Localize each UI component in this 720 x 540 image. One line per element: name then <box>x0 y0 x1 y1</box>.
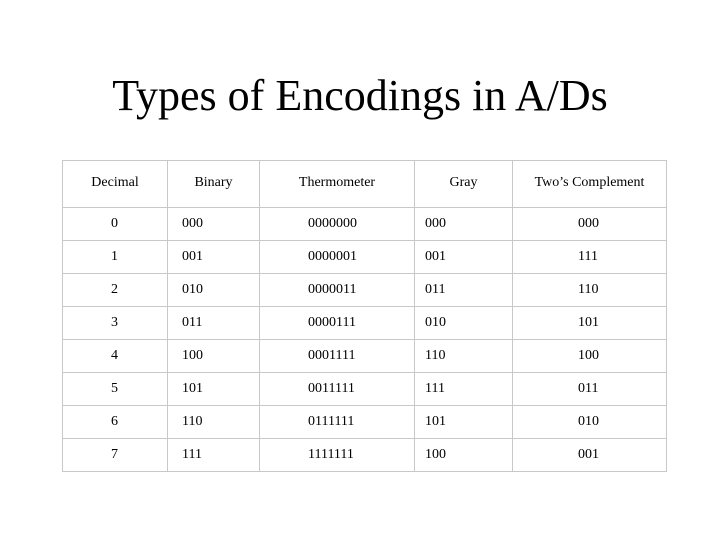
cell-gray: 000 <box>415 208 513 241</box>
cell-gray: 100 <box>415 439 513 472</box>
cell-decimal: 4 <box>63 340 168 373</box>
cell-gray: 101 <box>415 406 513 439</box>
header-decimal: Decimal <box>63 161 168 208</box>
table-row <box>63 307 667 340</box>
table-row <box>63 340 667 373</box>
cell-twos-complement: 000 <box>513 208 667 241</box>
cell-twos-complement: 001 <box>513 439 667 472</box>
table-row <box>63 208 667 241</box>
header-thermometer: Thermometer <box>260 161 415 208</box>
encodings-table <box>62 160 667 472</box>
cell-gray: 111 <box>415 373 513 406</box>
cell-decimal: 6 <box>63 406 168 439</box>
cell-twos-complement: 100 <box>513 340 667 373</box>
cell-binary: 010 <box>168 274 260 307</box>
cell-decimal: 2 <box>63 274 168 307</box>
table-header-row <box>63 161 667 208</box>
cell-thermometer: 0111111 <box>260 406 415 439</box>
cell-twos-complement: 101 <box>513 307 667 340</box>
cell-thermometer: 0001111 <box>260 340 415 373</box>
table-row <box>63 241 667 274</box>
cell-binary: 110 <box>168 406 260 439</box>
cell-thermometer: 1111111 <box>260 439 415 472</box>
cell-binary: 000 <box>168 208 260 241</box>
cell-thermometer: 0000001 <box>260 241 415 274</box>
cell-binary: 111 <box>168 439 260 472</box>
cell-gray: 001 <box>415 241 513 274</box>
cell-twos-complement: 011 <box>513 373 667 406</box>
slide-title: Types of Encodings in A/Ds <box>112 71 608 120</box>
cell-decimal: 1 <box>63 241 168 274</box>
cell-twos-complement: 110 <box>513 274 667 307</box>
cell-binary: 101 <box>168 373 260 406</box>
cell-gray: 011 <box>415 274 513 307</box>
cell-twos-complement: 010 <box>513 406 667 439</box>
cell-decimal: 0 <box>63 208 168 241</box>
cell-decimal: 3 <box>63 307 168 340</box>
header-twos-complement: Two’s Complement <box>513 161 667 208</box>
cell-gray: 110 <box>415 340 513 373</box>
table-row <box>63 373 667 406</box>
cell-twos-complement: 111 <box>513 241 667 274</box>
cell-gray: 010 <box>415 307 513 340</box>
table-row <box>63 406 667 439</box>
header-gray: Gray <box>415 161 513 208</box>
cell-thermometer: 0011111 <box>260 373 415 406</box>
header-binary: Binary <box>168 161 260 208</box>
cell-binary: 001 <box>168 241 260 274</box>
cell-binary: 011 <box>168 307 260 340</box>
cell-decimal: 5 <box>63 373 168 406</box>
cell-thermometer: 0000000 <box>260 208 415 241</box>
cell-thermometer: 0000111 <box>260 307 415 340</box>
cell-thermometer: 0000011 <box>260 274 415 307</box>
cell-decimal: 7 <box>63 439 168 472</box>
table-row <box>63 274 667 307</box>
cell-binary: 100 <box>168 340 260 373</box>
table-row <box>63 439 667 472</box>
